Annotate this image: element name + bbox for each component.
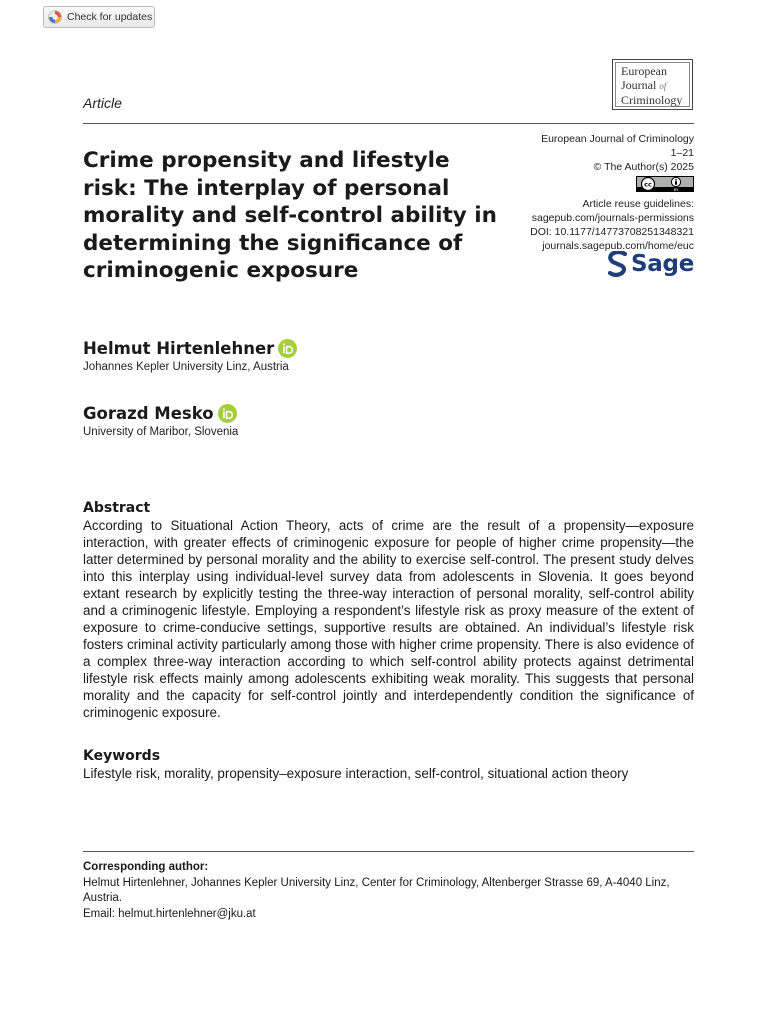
publisher-logo	[608, 250, 694, 278]
header-divider	[83, 123, 694, 124]
journal-logo-line1: European	[621, 64, 667, 78]
check-for-updates-label: Check for updates	[67, 11, 153, 23]
meta-journal-link[interactable]: journals.sagepub.com/home/euc	[542, 240, 694, 253]
corresponding-address: Helmut Hirtenlehner, Johannes Kepler University Linz, Center for Criminology, Altenberger Strasse 69, A-4040 Linz, Austria.	[83, 876, 670, 904]
keywords-heading: Keywords	[83, 748, 161, 764]
author-name: Gorazd Mesko	[83, 404, 238, 423]
meta-copyright: © The Author(s) 2025	[593, 161, 694, 174]
article-title: Crime propensity and lifestyle risk: The interplay of personal morality and self-control ability in determining the significance of criminogenic exposure	[83, 148, 497, 283]
orcid-icon[interactable]	[218, 404, 237, 423]
abstract-text: According to Situational Action Theory, acts of crime are the result of a propensity—exposure interaction, with greater effects of criminogenic exposure for people of higher crime propensity—the latter determined by personal morality and the ability to exercise self-control. The present study delves into this interplay using individual-level survey data from adolescents in Slovenia. It goes beyond extant research by explicitly testing the three-way interaction of personal morality, self-control ability and a criminogenic lifestyle. Employing a respondent’s lifestyle risk as proxy measure of the extent of exposure to crime-conducive settings, supportive results are obtained. An individual’s lifestyle risk fosters criminal activity particularly among those with higher crime propensity. There is also evidence of a complex three-way interaction according to which self-control ability protects against detrimental lifestyle risk effects mainly among adolescents exhibiting weak morality. This suggests that personal morality and the capacity for self-control jointly and interdependently condition the significance of criminogenic exposure.	[83, 518, 694, 720]
meta-journal: European Journal of Criminology	[541, 133, 694, 145]
keywords-section	[83, 748, 694, 782]
keywords-text: Lifestyle risk, morality, propensity–exposure interaction, self-control, situational action theory	[83, 766, 629, 781]
abstract-heading: Abstract	[83, 500, 151, 516]
article-meta	[530, 132, 694, 254]
meta-doi[interactable]: DOI: 10.1177/14773708251348321	[530, 226, 694, 239]
corresponding-label: Corresponding author:	[83, 861, 209, 873]
author-name: Helmut Hirtenlehner	[83, 339, 297, 358]
orcid-icon[interactable]	[278, 339, 297, 358]
author-block	[83, 339, 297, 373]
corresponding-email[interactable]: Email: helmut.hirtenlehner@jku.at	[83, 907, 256, 920]
meta-pages: 1–21	[670, 147, 694, 160]
meta-reuse-link[interactable]: sagepub.com/journals-permissions	[531, 212, 694, 225]
check-for-updates-button[interactable]	[43, 6, 155, 28]
meta-reuse-label: Article reuse guidelines:	[582, 197, 694, 210]
article-type-label: Article	[83, 95, 122, 111]
author-block	[83, 404, 238, 438]
corresponding-author	[83, 860, 694, 922]
svg-text:BY: BY	[673, 186, 679, 192]
author-affiliation: University of Maribor, Slovenia	[83, 426, 239, 438]
cc-by-icon[interactable]	[636, 176, 694, 192]
author-affiliation: Johannes Kepler University Linz, Austria	[83, 361, 289, 373]
journal-logo-line3: Criminology	[621, 93, 683, 107]
check-for-updates-icon	[48, 10, 62, 24]
abstract-section	[83, 500, 694, 721]
journal-logo	[612, 59, 693, 110]
publisher-wordmark: Sage	[631, 251, 694, 277]
footnote-divider	[83, 851, 694, 852]
svg-text:cc: cc	[644, 179, 652, 188]
sage-s-icon	[608, 251, 628, 277]
journal-logo-line2: Journal of	[621, 78, 667, 92]
